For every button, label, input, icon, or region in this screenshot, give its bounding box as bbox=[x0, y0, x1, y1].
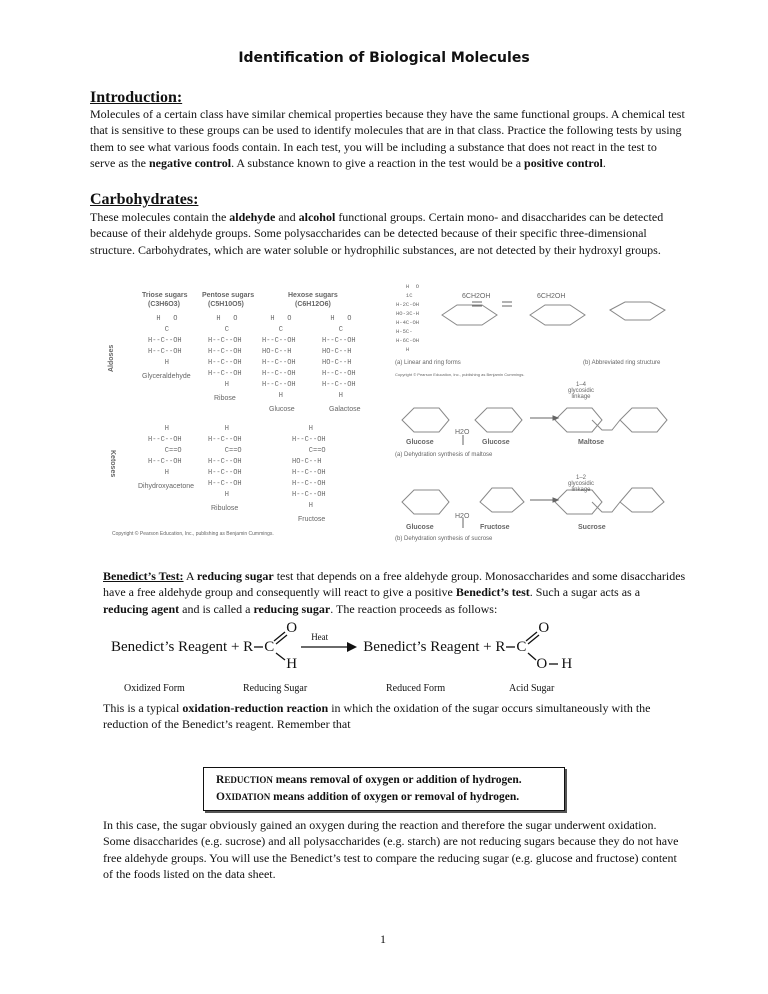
bold-term: oxidation-reduction reaction bbox=[182, 701, 329, 715]
acid-sugar-label: Acid Sugar bbox=[509, 683, 555, 694]
abbreviated-ring bbox=[610, 302, 665, 320]
benedict-reaction-equation bbox=[111, 620, 575, 672]
text: Molecules of a certain class have similar chemical properties because they have the same functional groups. A chemical test that is sensitive to these groups can be used to identify molecules that are in that class. Practice the following tests by using them to see what various foods contain. In each test, you will be including a substance that does not react in the test to serve as the bbox=[90, 107, 685, 171]
glucose-ring bbox=[530, 305, 585, 325]
carboxyl-group bbox=[505, 620, 575, 672]
bold-term: negative control bbox=[148, 156, 232, 171]
oxygen-atom: O bbox=[538, 620, 550, 636]
text: means addition of oxygen or removal of hydrogen. bbox=[270, 791, 520, 803]
carbon-atom: C bbox=[264, 639, 275, 655]
water-label: H2O bbox=[455, 513, 470, 520]
hydrogen-atom: H bbox=[286, 656, 298, 672]
reduction-definition bbox=[216, 772, 564, 789]
sugar-name: Dihydroxyacetone bbox=[138, 483, 195, 490]
glucose-ring bbox=[475, 408, 522, 432]
conclusion-paragraph bbox=[103, 817, 688, 883]
water-label: H2O bbox=[455, 429, 470, 436]
intro-paragraph bbox=[90, 106, 685, 172]
carbohydrates-paragraph bbox=[90, 209, 685, 258]
aldehyde-bonds bbox=[253, 638, 297, 656]
heat-label: Heat bbox=[311, 632, 329, 642]
text: A bbox=[183, 569, 197, 583]
page-number: 1 bbox=[380, 932, 386, 946]
ring-structures-drawing bbox=[380, 270, 680, 530]
reducing-sugar-label: Reducing Sugar bbox=[243, 683, 308, 694]
text: In this case, the sugar obviously gained an oxygen during the reaction and therefore the sugar underwent oxidation. bbox=[103, 818, 657, 832]
sucrose-ring bbox=[555, 490, 602, 514]
glucose-ring bbox=[402, 408, 449, 432]
text: O bbox=[216, 791, 225, 803]
ch2oh-label: 6CH2OH bbox=[537, 293, 566, 300]
figure-caption: (a) Dehydration synthesis of maltose bbox=[395, 452, 493, 458]
sugar-name: Glucose bbox=[406, 439, 434, 446]
maltose-ring bbox=[555, 408, 602, 432]
text: and is called a bbox=[179, 601, 254, 616]
ketoses-label: Ketoses bbox=[109, 450, 116, 478]
sugar-name: Galactose bbox=[329, 406, 361, 413]
linkage-label: 1–4 glycosidic linkage bbox=[567, 382, 594, 400]
text: functional groups. Certain mono- and disaccharides can be detected because of their aldehyde groups. Some polysaccharides can be detected because of their specific three-dimensional structure. Carbohydrates, which are water soluble or hydrophilic substances, are not detected by their hydroxyl groups. bbox=[90, 210, 664, 257]
glucose-ring bbox=[442, 305, 497, 325]
figure-header: (C3H6O3) bbox=[148, 301, 180, 308]
sugar-name: Fructose bbox=[480, 524, 510, 531]
bold-term: reducing sugar bbox=[253, 601, 331, 616]
aldoses-label: Aldoses bbox=[108, 344, 115, 372]
carbon-atom: C bbox=[516, 639, 527, 655]
figure-copyright: Copyright © Pearson Education, Inc., publishing as Benjamin Cummings. bbox=[112, 531, 274, 537]
text: This is a typical bbox=[103, 701, 183, 715]
ribose-structure: H O C H--C--OH H--C--OH H--C--OH H--C--OH H bbox=[208, 315, 242, 389]
text: These molecules contain the bbox=[90, 210, 230, 224]
benedict-paragraph bbox=[103, 568, 688, 617]
benedict-heading: Benedict’s Test: bbox=[103, 569, 184, 583]
glucose-structure: H O C H--C--OH HO-C--H H--C--OH H--C--OH H--C--OH H bbox=[262, 315, 296, 400]
sugar-name: Glyceraldehyde bbox=[142, 373, 191, 380]
sugar-name: Fructose bbox=[298, 516, 326, 523]
reaction-arrow bbox=[301, 632, 357, 656]
bold-term: positive control bbox=[524, 156, 603, 171]
bold-term: aldehyde bbox=[229, 210, 276, 224]
oxidation-definition bbox=[216, 789, 564, 806]
definition-box bbox=[203, 767, 565, 811]
redox-paragraph bbox=[103, 700, 688, 733]
dihydroxyacetone-structure: H H--C--OH C==O H--C--OH H bbox=[148, 425, 182, 477]
glucose-ring bbox=[402, 490, 449, 514]
text: means removal of oxygen or addition of hydrogen. bbox=[272, 774, 522, 786]
linkage-label: 1–2 glycosidic linkage bbox=[567, 475, 594, 493]
aldehyde-group bbox=[253, 620, 298, 672]
text: . bbox=[602, 156, 606, 171]
figure-header: Hexose sugars bbox=[288, 292, 338, 299]
reactant-text: Benedict’s Reagent + R bbox=[111, 639, 254, 655]
bold-term: Benedict’s test bbox=[455, 585, 530, 600]
ribulose-structure: H H--C--OH C==O H--C--OH H--C--OH H--C--OH H bbox=[208, 425, 242, 499]
figure-header: Pentose sugars bbox=[202, 292, 255, 299]
text: . A substance known to give a reaction in the test would be a bbox=[231, 156, 525, 171]
text: and bbox=[275, 210, 299, 224]
ch2oh-label: 6CH2OH bbox=[462, 293, 491, 300]
text: in which the oxidation of the sugar occurs simultaneously with the reduction of the Benedict’s reagent. Remember that bbox=[103, 701, 651, 732]
sugar-name: Glucose bbox=[406, 524, 434, 531]
figure-caption: (a) Linear and ring forms bbox=[395, 360, 461, 366]
carbohydrates-heading: Carbohydrates: bbox=[90, 191, 199, 208]
glyceraldehyde-structure: H O C H--C--OH H--C--OH H bbox=[148, 315, 182, 367]
figure-header: Triose sugars bbox=[142, 292, 188, 299]
figure-header: (C6H12O6) bbox=[295, 301, 331, 308]
sugar-name: Ribulose bbox=[211, 505, 239, 512]
maltose-ring bbox=[620, 408, 667, 432]
fructose-structure: H H--C--OH C==O HO-C--H H--C--OH H--C--OH H--C--OH H bbox=[292, 425, 326, 510]
fructose-ring bbox=[480, 488, 524, 512]
intro-heading: Introduction: bbox=[90, 89, 183, 106]
product-text: Benedict’s Reagent + R bbox=[363, 639, 506, 655]
reaction-arrow-icon bbox=[301, 638, 357, 656]
bold-term: reducing sugar bbox=[196, 569, 274, 583]
sugar-name: Glucose bbox=[482, 439, 510, 446]
text: Some disaccharides (e.g. sucrose) and all polysaccharides (e.g. starch) are not reducing sugars because they do not have free aldehyde groups. You will use the Benedict’s test to compare the reducing sugar (e.g. glucose and fructose) content of the foods listed on the data sheet. bbox=[103, 834, 679, 882]
figure-header: (C5H10O5) bbox=[208, 301, 244, 308]
text: EDUCTION bbox=[224, 775, 273, 785]
figure-copyright: Copyright © Pearson Education, Inc., publishing as Benjamin Cummings. bbox=[395, 372, 525, 377]
sugar-name: Maltose bbox=[578, 439, 605, 446]
galactose-structure: H O C H--C--OH HO-C--H HO-C--H H--C--OH H--C--OH H bbox=[322, 315, 356, 400]
text: test that depends on a free aldehyde group. Monosaccharides and some disaccharides have a free aldehyde group and consequently will react to give a positive bbox=[103, 569, 686, 600]
reduced-form-label: Reduced Form bbox=[386, 683, 446, 694]
sucrose-ring bbox=[620, 488, 664, 512]
figure-caption: (b) Dehydration synthesis of sucrose bbox=[395, 536, 493, 542]
page-title: Identification of Biological Molecules bbox=[238, 50, 530, 66]
text: . The reaction proceeds as follows: bbox=[330, 601, 498, 616]
glucose-linear-structure: H O 1C H-2C-OH HO-3C-H H-4C-OH H-5C- H-6C-OH H bbox=[396, 283, 420, 353]
sugar-name: Ribose bbox=[214, 395, 236, 402]
bold-term: alcohol bbox=[298, 210, 336, 224]
text: XIDATION bbox=[224, 792, 271, 802]
sugar-name: Sucrose bbox=[578, 524, 606, 531]
oxidized-form-label: Oxidized Form bbox=[124, 683, 185, 694]
oxygen-atom: O bbox=[286, 620, 298, 636]
sugar-name: Glucose bbox=[269, 406, 295, 413]
bold-term: reducing agent bbox=[103, 601, 180, 616]
figure-caption: (b) Abbreviated ring structure bbox=[583, 360, 661, 366]
oxygen-atom: O bbox=[536, 656, 548, 672]
hydrogen-atom: H bbox=[561, 656, 573, 672]
text: R bbox=[216, 774, 225, 786]
text: . Such a sugar acts as a bbox=[529, 585, 641, 600]
